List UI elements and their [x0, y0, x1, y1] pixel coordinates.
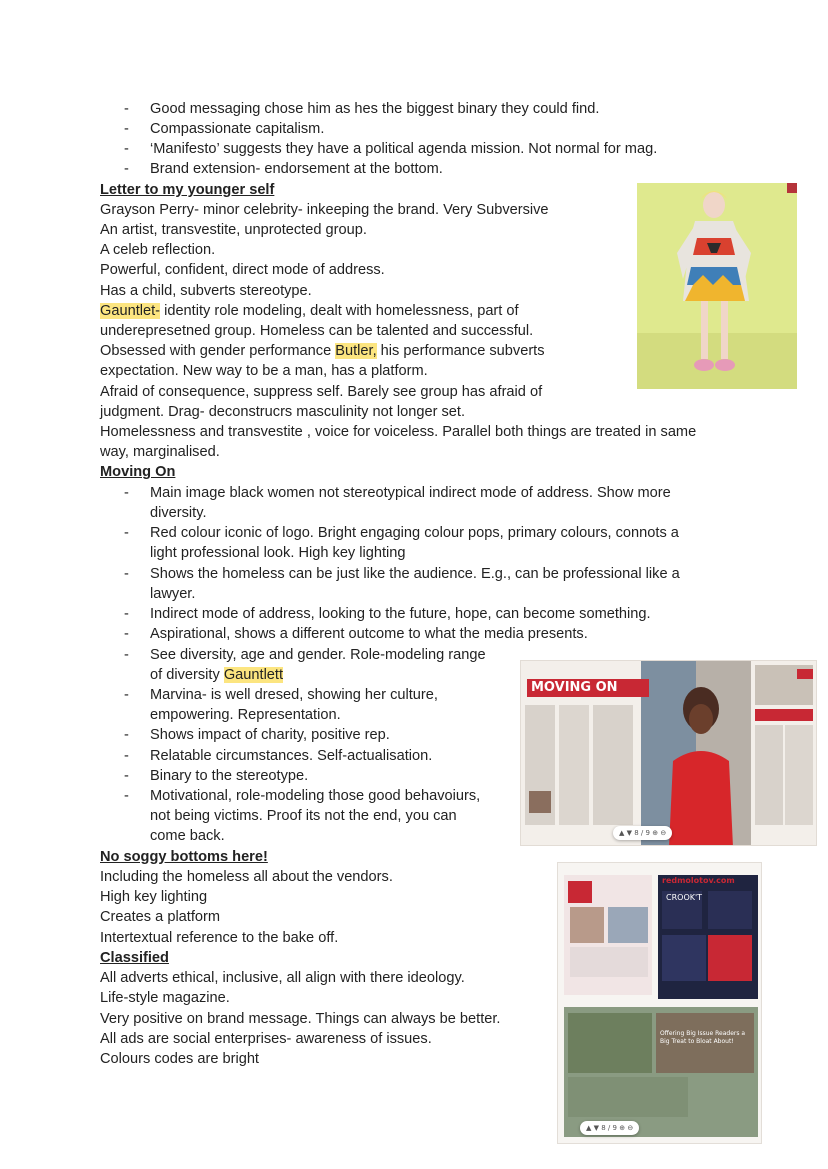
bullet-text — [150, 665, 283, 685]
paragraph-line: Including the homeless all about the vendors. — [100, 869, 393, 885]
chevron-down-icon[interactable]: ▼ — [593, 1124, 600, 1132]
paragraph-line: Homelessness and transvestite , voice for voiceless. Parallel both things are treated in same — [100, 424, 697, 440]
paragraph-line: Powerful, confident, direct mode of address. — [100, 262, 385, 278]
zoom-in-icon[interactable]: ⊕ — [619, 1124, 626, 1132]
section-heading-letter: Letter to my younger self — [100, 182, 275, 198]
paragraph-line: judgment. Drag- deconstrucrs masculinity not longer set. — [100, 404, 466, 420]
paragraph-line: way, marginalised. — [100, 444, 220, 460]
bullet-text: lawyer. — [150, 586, 196, 602]
person-photo-icon — [637, 183, 797, 389]
bullet-marker: - — [124, 525, 129, 541]
paragraph-line: Has a child, subverts stereotype. — [100, 283, 312, 299]
bullet-marker: - — [124, 727, 129, 743]
bullet-marker: - — [124, 485, 129, 501]
bullet-marker: - — [124, 141, 129, 157]
paragraph-line: A celeb reflection. — [100, 242, 216, 258]
paragraph-line: Intertextual reference to the bake off. — [100, 930, 339, 946]
paragraph-line: Very positive on brand message. Things can always be better. — [100, 1011, 501, 1027]
zoom-out-icon[interactable]: ⊖ — [660, 829, 667, 837]
pdf-viewer-toolbar[interactable] — [613, 826, 672, 840]
bullet-marker: - — [124, 121, 129, 137]
highlight-gauntlet: Gauntlet- — [100, 303, 161, 319]
bullet-marker: - — [124, 788, 129, 804]
magazine-spread-moving-on — [520, 660, 817, 846]
section-heading-soggy: No soggy bottoms here! — [100, 849, 268, 865]
bullet-text: Indirect mode of address, looking to the future, hope, can become something. — [150, 606, 651, 622]
magazine-page-classified — [557, 862, 762, 1144]
zoom-out-icon[interactable]: ⊖ — [627, 1124, 634, 1132]
bullet-text: Brand extension- endorsement at the bottom. — [150, 161, 443, 177]
paragraph-line — [100, 301, 519, 321]
bullet-marker: - — [124, 566, 129, 582]
paragraph-line: Colours codes are bright — [100, 1051, 259, 1067]
photo-grayson-perry — [637, 183, 797, 389]
paragraph-line: All adverts ethical, inclusive, all align with there ideology. — [100, 970, 465, 986]
page-indicator: 8 / 9 — [601, 1124, 617, 1132]
advert-shirt-text: CROOK'T — [666, 893, 703, 902]
classified-page-graphic — [558, 863, 762, 1144]
paragraph-line: Life-style magazine. — [100, 990, 230, 1006]
zoom-in-icon[interactable]: ⊕ — [652, 829, 659, 837]
bullet-text: Shows impact of charity, positive rep. — [150, 727, 390, 743]
paragraph-line: expectation. New way to be a man, has a platform. — [100, 363, 428, 379]
bullet-text: ‘Manifesto’ suggests they have a political agenda mission. Not normal for mag. — [150, 141, 658, 157]
bullet-marker: - — [124, 687, 129, 703]
bullet-text: Red colour iconic of logo. Bright engaging colour pops, primary colours, connots a — [150, 525, 679, 541]
bullet-text: Shows the homeless can be just like the audience. E.g., can be professional like a — [150, 566, 680, 582]
bullet-marker: - — [124, 768, 129, 784]
highlight-butler: Butler, — [335, 343, 377, 359]
paragraph-line: High key lighting — [100, 889, 208, 905]
bullet-marker: - — [124, 101, 129, 117]
bullet-text: Compassionate capitalism. — [150, 121, 325, 137]
advert-headline: Offering Big Issue Readers a Big Treat to Bloat About! — [660, 1030, 746, 1045]
section-heading-moving-on: Moving On — [100, 464, 176, 480]
paragraph-line: Creates a platform — [100, 909, 221, 925]
bullet-text: Good messaging chose him as hes the biggest binary they could find. — [150, 101, 600, 117]
bullet-marker: - — [124, 161, 129, 177]
bullet-text-part: of diversity — [150, 667, 224, 683]
magazine-title: MOVING ON — [527, 679, 649, 697]
bullet-text: empowering. Representation. — [150, 707, 341, 723]
bullet-text: Main image black women not stereotypical indirect mode of address. Show more — [150, 485, 671, 501]
paragraph-line: Afraid of consequence, suppress self. Barely see group has afraid of — [100, 384, 543, 400]
bullet-marker: - — [124, 626, 129, 642]
section-heading-classified: Classified — [100, 950, 169, 966]
page-indicator: 8 / 9 — [634, 829, 650, 837]
paragraph-line: An artist, transvestite, unprotected group. — [100, 222, 367, 238]
bullet-text: Relatable circumstances. Self-actualisation. — [150, 748, 433, 764]
bullet-text: See diversity, age and gender. Role-modeling range — [150, 647, 486, 663]
bullet-text: light professional look. High key lighting — [150, 545, 406, 561]
bullet-marker: - — [124, 647, 129, 663]
bullet-text: Marvina- is well dresed, showing her culture, — [150, 687, 438, 703]
paragraph-line: All ads are social enterprises- awareness of issues. — [100, 1031, 432, 1047]
paragraph-text: Obsessed with gender performance — [100, 343, 336, 359]
paragraph-line: Grayson Perry- minor celebrity- inkeeping the brand. Very Subversive — [100, 202, 549, 218]
chevron-up-icon[interactable]: ▲ — [619, 829, 625, 837]
bullet-text: come back. — [150, 828, 225, 844]
bullet-marker: - — [124, 748, 129, 764]
paragraph-text: identity role modeling, dealt with homelessness, part of — [160, 303, 519, 319]
chevron-down-icon[interactable]: ▼ — [626, 829, 633, 837]
bullet-marker: - — [124, 606, 129, 622]
paragraph-line: underepresetned group. Homeless can be talented and successful. — [100, 323, 534, 339]
bullet-text: diversity. — [150, 505, 207, 521]
bullet-text: Aspirational, shows a different outcome to what the media presents. — [150, 626, 588, 642]
bullet-text: Binary to the stereotype. — [150, 768, 309, 784]
paragraph-line — [100, 341, 545, 361]
highlight-gauntlett: Gauntlett — [223, 667, 284, 683]
pdf-viewer-toolbar[interactable] — [580, 1121, 639, 1135]
chevron-up-icon[interactable]: ▲ — [586, 1124, 592, 1132]
paragraph-text: his performance subverts — [376, 343, 545, 359]
bullet-text: not being victims. Proof its not the end, you can — [150, 808, 457, 824]
bullet-text: Motivational, role-modeling those good behavoiurs, — [150, 788, 481, 804]
advert-brand-url: redmolotov.com — [662, 876, 735, 885]
